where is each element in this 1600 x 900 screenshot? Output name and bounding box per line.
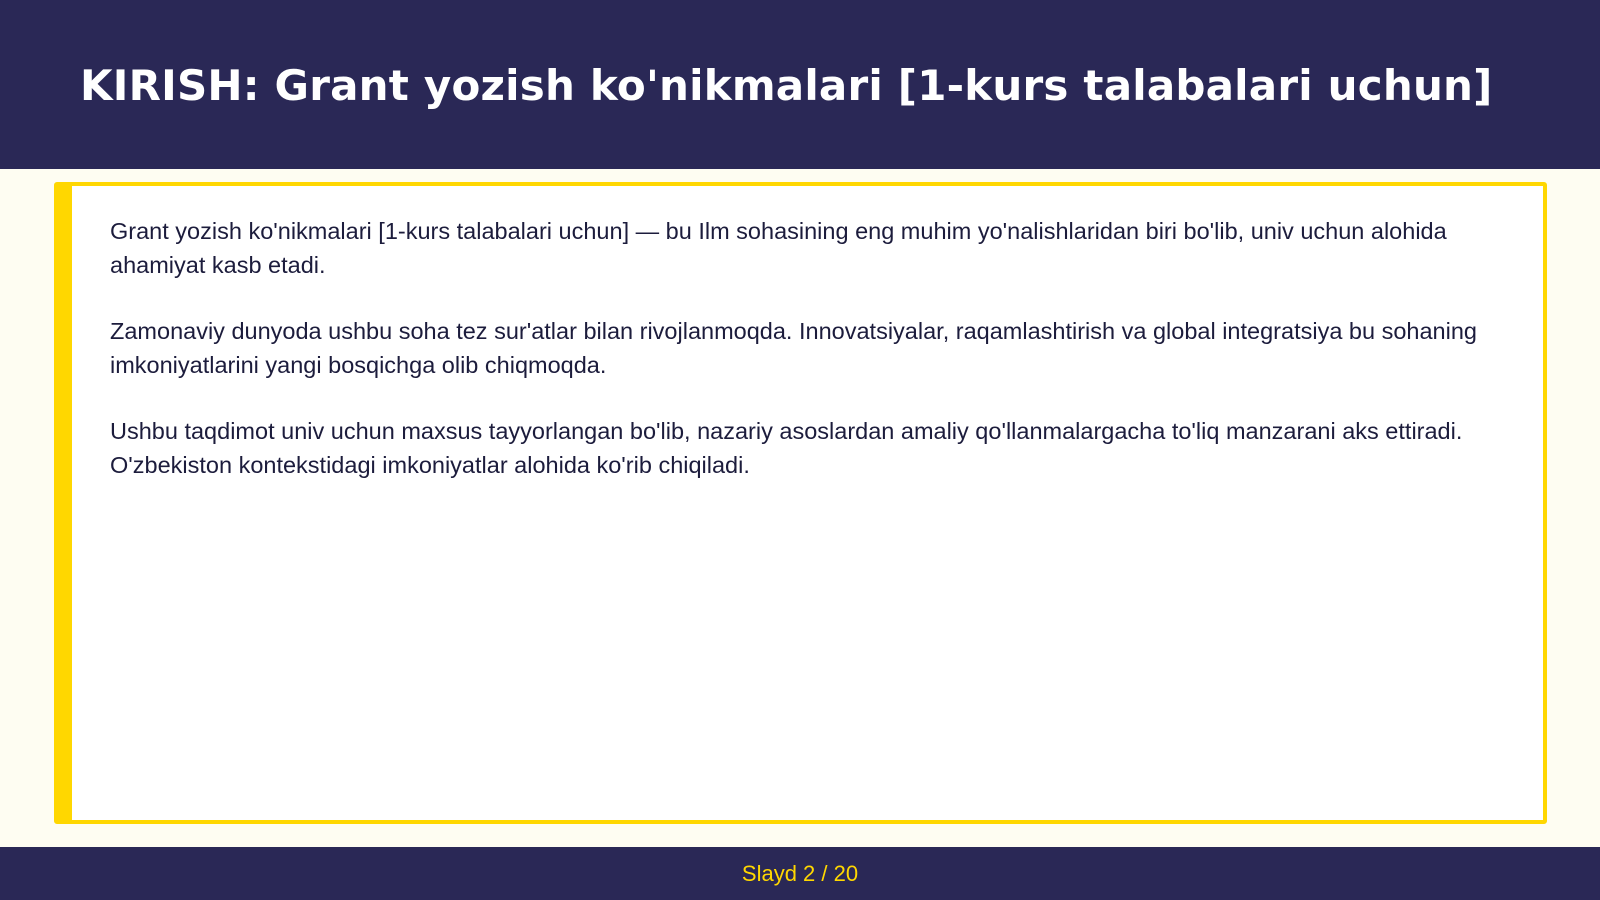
presentation-scope-paragraph: Ushbu taqdimot univ uchun maxsus tayyorlangan bo'lib, nazariy asoslardan amaliy qo'llanmalargacha to'liq manzarani aks ettiradi. O'zbekiston kontekstidagi imkoniyatlar alohida ko'rib chiqiladi.: [110, 418, 1463, 478]
content-card: [54, 182, 1547, 824]
content-body: [110, 214, 1500, 514]
slide-footer: [0, 847, 1600, 900]
slide-header: [0, 0, 1600, 169]
intro-paragraph: Grant yozish ko'nikmalari [1-kurs talabalari uchun] — bu Ilm sohasining eng muhim yo'nalishlaridan biri bo'lib, univ uchun alohida ahamiyat kasb etadi.: [110, 218, 1447, 278]
modern-world-paragraph: Zamonaviy dunyoda ushbu soha tez sur'atlar bilan rivojlanmoqda. Innovatsiyalar, raqamlashtirish va global integratsiya bu sohaning imkoniyatlarini yangi bosqichga olib chiqmoqda.: [110, 318, 1477, 378]
slide-counter: Slayd 2 / 20: [741, 861, 859, 886]
slide-title: KIRISH: Grant yozish ko'nikmalari [1-kurs talabalari uchun]: [80, 61, 1493, 110]
